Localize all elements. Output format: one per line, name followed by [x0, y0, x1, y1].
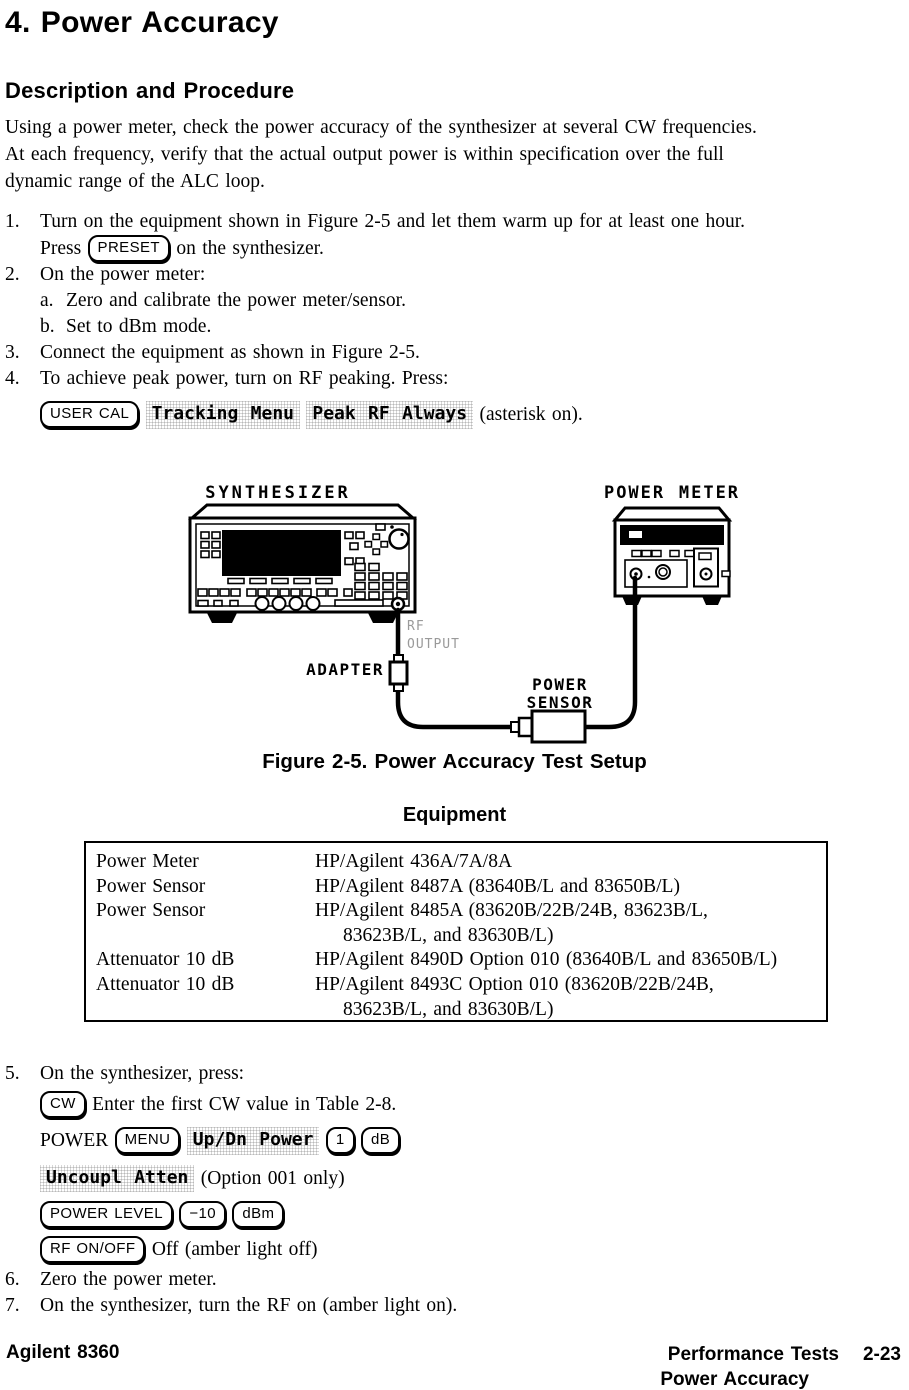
uncoupl-atten-keyline [40, 1165, 905, 1193]
table-row [96, 948, 816, 973]
tracking-menu-softkey: Tracking Menu [146, 401, 300, 429]
footer-chapter-line [660, 1342, 901, 1367]
equipment-table [84, 841, 828, 1022]
power-word: POWER [40, 1130, 109, 1151]
step-1-number: 1. [5, 211, 20, 232]
equipment-heading: Equipment [402, 804, 507, 826]
step-5 [5, 1061, 905, 1087]
synthesizer-label: SYNTHESIZER [205, 483, 351, 503]
procedure-steps-1-4 [5, 209, 905, 432]
step-1-press-label: Press [40, 238, 82, 259]
intro-line-2: At each frequency, verify that the actual output power is within specification over the full [5, 143, 724, 165]
step-5-text: On the synthesizer, press: [40, 1063, 245, 1084]
step-2-text: On the power meter: [40, 264, 206, 285]
step-2-number: 2. [5, 264, 20, 285]
section-heading: Description and Procedure [5, 78, 295, 103]
footer-chapter: Performance Tests [667, 1344, 839, 1365]
cw-key: CW [40, 1091, 86, 1118]
footer-section [660, 1342, 901, 1390]
equipment-item: Attenuator 10 dB [96, 949, 235, 971]
one-key: 1 [326, 1127, 355, 1154]
page-title: 4. Power Accuracy [5, 6, 279, 39]
footer-model: Agilent 8360 [6, 1342, 120, 1363]
footer-subsection: Power Accuracy [660, 1369, 809, 1390]
power-sensor-label-line1: POWER [532, 675, 588, 694]
step-2b-text: Set to dBm mode. [66, 316, 212, 337]
step-1-line-1: Turn on the equipment shown in Figure 2-5 and let them warm up for at least one hour. [40, 211, 746, 232]
step-4-text: To achieve peak power, turn on RF peaking. Press: [40, 368, 449, 389]
equipment-item: Power Meter [96, 851, 199, 872]
power-sensor-drawing [511, 711, 585, 742]
step-3-text: Connect the equipment as shown in Figure 2-5. [40, 342, 420, 363]
equipment-desc-cont: 83623B/L, and 83630B/L) [343, 924, 554, 946]
minus-10-key: −10 [179, 1201, 226, 1228]
table-row [96, 899, 816, 948]
cw-keyline [40, 1091, 905, 1118]
power-level-key: POWER LEVEL [40, 1201, 173, 1228]
table-row [96, 850, 816, 875]
table-row [96, 973, 816, 1022]
option-001-note: (Option 001 only) [200, 1167, 345, 1189]
test-setup-diagram [185, 478, 745, 750]
intro-line-3: dynamic range of the ALC loop. [5, 170, 265, 192]
db-key: dB [361, 1127, 400, 1154]
step-6 [5, 1267, 905, 1293]
rf-off-note: Off (amber light off) [151, 1239, 318, 1261]
step-6-number: 6. [5, 1269, 20, 1291]
cable-path [398, 578, 635, 727]
intro-paragraph [5, 115, 905, 195]
step-2 [5, 262, 905, 288]
step-4 [5, 366, 905, 392]
equipment-desc: HP/Agilent 436A/7A/8A [315, 851, 513, 872]
step-4-number: 4. [5, 368, 20, 389]
rf-on-off-key: RF ON/OFF [40, 1236, 145, 1263]
equipment-item: Attenuator 10 dB [96, 973, 235, 995]
step-5-number: 5. [5, 1063, 20, 1084]
uncoupl-atten-softkey: Uncoupl Atten [40, 1165, 194, 1193]
step-1-text [40, 209, 745, 262]
procedure-steps-5-7 [5, 1061, 905, 1319]
step-1 [5, 209, 905, 262]
step-7 [5, 1293, 905, 1319]
equipment-item: Power Sensor [96, 900, 206, 922]
equipment-desc: HP/Agilent 8490D Option 010 (83640B/L and 83650B/L) [315, 949, 778, 971]
synthesizer-drawing [190, 483, 415, 623]
power-meter-label: POWER METER [603, 483, 741, 503]
power-menu-keyline [40, 1127, 905, 1155]
equipment-desc: HP/Agilent 8485A (83620B/22B/24B, 83623B/L, [315, 900, 708, 922]
equipment-desc: HP/Agilent 8487A (83640B/L and 83650B/L) [315, 875, 680, 897]
equipment-desc-cont: 83623B/L, and 83630B/L) [343, 998, 554, 1020]
step-2b [40, 314, 905, 340]
equipment-item: Power Sensor [96, 875, 206, 897]
step-3-number: 3. [5, 342, 20, 363]
step-2a-letter: a. [40, 290, 54, 311]
step-3 [5, 340, 905, 366]
step-2a-text: Zero and calibrate the power meter/sensor. [66, 290, 406, 311]
rf-output-label-line1: RF [407, 619, 425, 634]
intro-line-1: Using a power meter, check the power accuracy of the synthesizer at several CW frequencies. [5, 117, 757, 138]
step-2a [40, 288, 905, 314]
up-dn-power-softkey: Up/Dn Power [187, 1127, 320, 1155]
power-meter-drawing [604, 483, 740, 605]
adapter-label: ADAPTER [306, 660, 384, 679]
equipment-desc: HP/Agilent 8493C Option 010 (83620B/22B/24B, [315, 973, 714, 995]
step-2b-letter: b. [40, 316, 55, 337]
rf-output-label-line2: OUTPUT [407, 637, 460, 652]
asterisk-note: (asterisk on). [479, 404, 583, 425]
figure-caption: Figure 2-5. Power Accuracy Test Setup [262, 750, 647, 773]
rf-on-off-keyline [40, 1236, 905, 1263]
user-cal-key: USER CAL [40, 401, 139, 428]
dbm-key: dBm [232, 1201, 284, 1228]
footer-page-number: 2-23 [862, 1344, 901, 1365]
step-1-suffix: on the synthesizer. [176, 238, 324, 259]
user-cal-keyline [40, 401, 905, 429]
adapter-drawing [390, 655, 407, 691]
step-7-number: 7. [5, 1295, 20, 1317]
menu-key: MENU [115, 1127, 181, 1154]
power-sensor-label-line2: SENSOR [526, 693, 594, 712]
table-row [96, 875, 816, 900]
step-6-text: Zero the power meter. [40, 1269, 217, 1291]
cw-instruction: Enter the first CW value in Table 2-8. [92, 1094, 397, 1115]
preset-key: PRESET [88, 235, 170, 262]
peak-rf-always-softkey: Peak RF Always [306, 401, 473, 429]
step-7-text: On the synthesizer, turn the RF on (amber light on). [40, 1295, 458, 1317]
power-level-keyline [40, 1201, 905, 1228]
